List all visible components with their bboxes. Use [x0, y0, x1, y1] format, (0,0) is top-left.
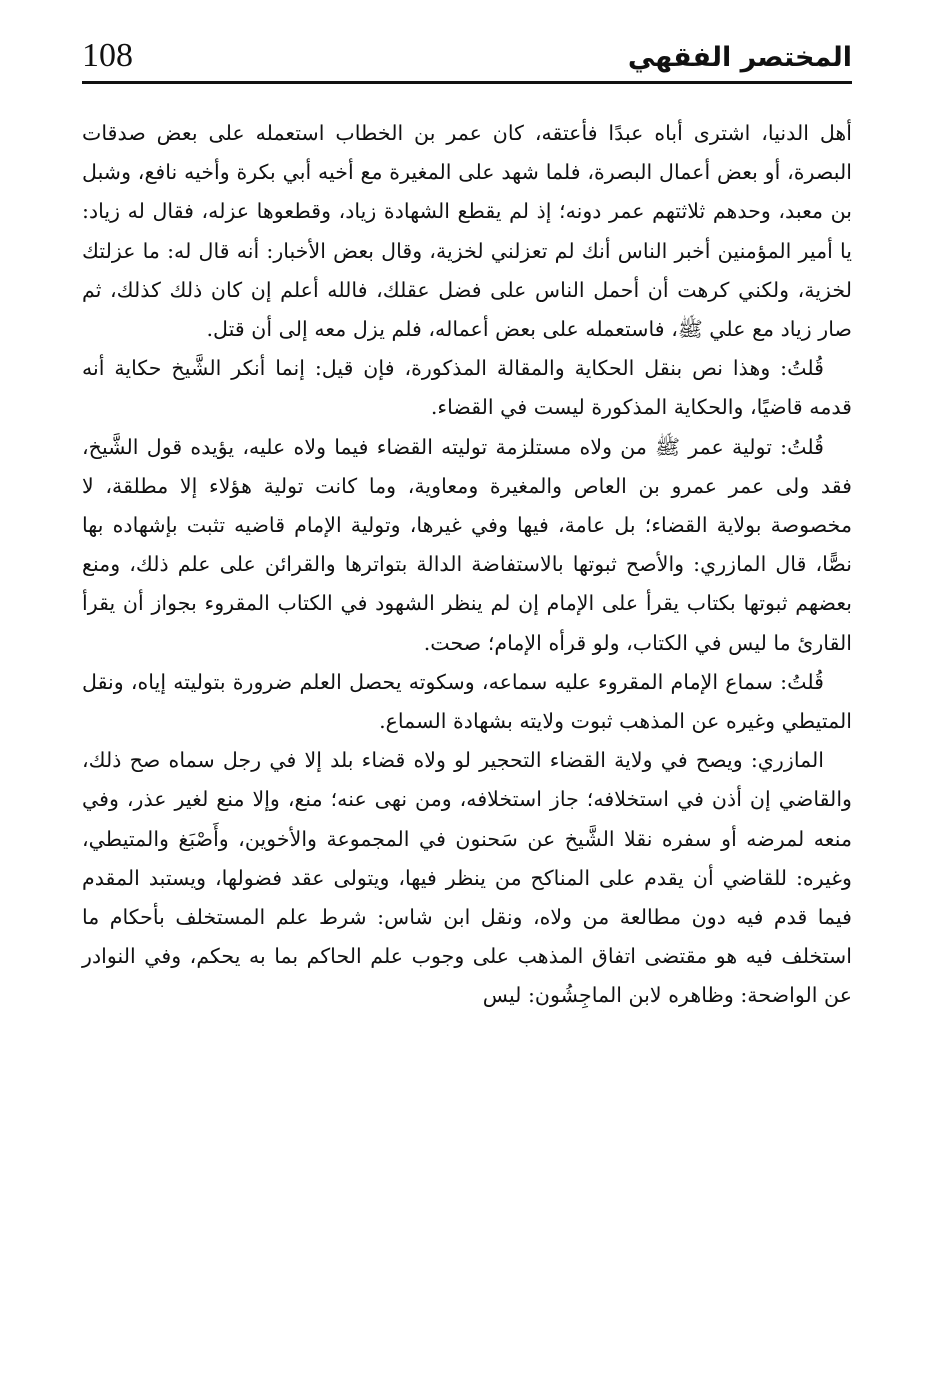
paragraph: قُلتُ: تولية عمر ﷺ من ولاه مستلزمة توليته القضاء فيما ولاه عليه، يؤيده قول الشَّيخ، فقد ولى عمر عمرو بن العاص والمغيرة ومعاوية، وما كانت تولية هؤلاء إلا مطلقة، لا مخصوصة بولاية القضاء؛ بل عامة، فيها وفي غيرها، وتولية الإمام قاضيه تثبت بإشهاده بها نصًّا، قال المازري: والأصح ثبوتها بالاستفاضة الدالة بتواترها والقرائن على علم ذلك، ومنع بعضهم ثبوتها بكتاب يقرأ على الإمام إن لم ينظر الشهود في الكتاب المقروء بجواز أن يقرأ القارئ ما ليس في الكتاب، ولو قرأه الإمام؛ صحت. — [82, 434, 852, 655]
paragraph: المازري: ويصح في ولاية القضاء التحجير لو ولاه قضاء بلد إلا في رجل سماه صح ذلك، والقاضي إن أذن في استخلافه؛ جاز استخلافه، ومن نهى عنه؛ منع، وإلا منع لغير عذر، وفي منعه لمرضه أو سفره نقلا الشَّيخ عن سَحنون في المجموعة والأخوين، وأَصْبَغ والمتيطي، وغيره: للقاضي أن يقدم على المناكح من ينظر فيها، ويتولى عقد فضولها، ويستبد المقدم فيما قدم فيه دون مطالعة من ولاه، ونقل ابن شاس: شرط علم المستخلف بأحكام ما استخلف فيه هو مقتضى اتفاق المذهب على وجوب علم الحاكم بما به يحكم، وفي النوادر عن الواضحة: وظاهره لابن الماجِشُون: ليس — [82, 748, 852, 1008]
page-body — [82, 114, 852, 1016]
paragraph: قُلتُ: وهذا نص بنقل الحكاية والمقالة المذكورة، فإن قيل: إنما أنكر الشَّيخ حكاية أنه قدمه قاضيًا، والحكاية المذكورة ليست في القضاء. — [82, 356, 852, 420]
page-header — [82, 36, 852, 84]
paragraph: قُلتُ: سماع الإمام المقروء عليه سماعه، وسكوته يحصل العلم ضرورة بتوليته إياه، ونقل المتيطي وغيره عن المذهب ثبوت ولايته بشهادة السماع. — [82, 669, 852, 734]
page-number: 108 — [82, 37, 133, 74]
header-divider — [82, 81, 852, 84]
paragraph: أهل الدنيا، اشترى أباه عبدًا فأعتقه، كان عمر بن الخطاب استعمله على بعض صدقات البصرة، أو بعض أعمال البصرة، فلما شهد على المغيرة مع أخيه أبي بكرة وأخيه نافع، وشبل بن معبد، وحدهم ثلاثتهم عمر دونه؛ إذ لم يقطع الشهادة زياد، وقطعوها عزله، فقال له زياد: يا أمير المؤمنين أخبر الناس أنك لم تعزلني لخزية، وقال بعض الأخبار: أنه قال له: ما عزلتك لخزية، ولكني كرهت أن أحمل الناس على فضل عقلك، فالله أعلم إن كان ذلك كذلك، ثم صار زياد مع علي ﷺ، فاستعمله على بعض أعماله، فلم يزل معه إلى أن قتل. — [82, 121, 852, 342]
book-title: المختصر الفقهي — [627, 42, 852, 73]
